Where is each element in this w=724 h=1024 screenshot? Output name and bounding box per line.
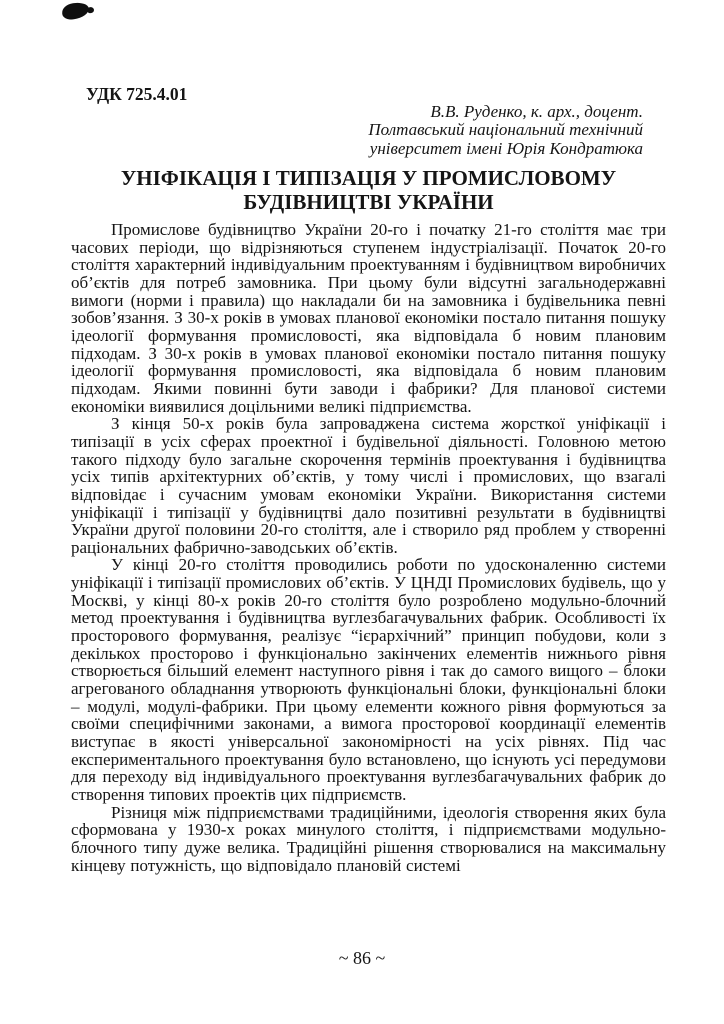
author-affiliation-line-1: Полтавський національний технічний: [368, 120, 643, 140]
author-block: [368, 103, 643, 158]
paragraph-4: Різниця між підприємствами традиційними, ідеологія створення яких була сформована у 1930-х роках минулого століття, і підприємствами модульно-блочного типу дуже велика. Традиційні рішення створювалися на максимальну кінцеву потужність, що відповідало плановій системі: [71, 802, 666, 875]
paragraph-3: У кінці 20-го століття проводились роботи по удосконаленню системи уніфікації і типізації промислових об’єктів. У ЦНДІ Промислових будівель, що у Москві, у кінці 80-х років 20-го століття було розроблено модульно-блочний метод проектування і будівництва вуглезбагачувальних фабрик. Особливості їх просторового формування, реалізує “ієрархічний” принцип побудови, коли з декількох просторово і функціонально закінчених елементів нижнього рівня створюється більший елемент наступного рівня і так до самого вищого – блоки агрегованого обладнання утворюють функціональні блоки, функціональні блоки – модулі, модулі-фабрики. При цьому елементи кожного рівня формуються за своїми специфічними законами, а вимога просторової координації елементів виступає в якості універсальної закономірності на усіх рівнях. Під час експериментального проектування було встановлено, що існують усі передумови для переходу від індивідуального проектування вуглезбагачувальних фабрик до створення типових проектів цих підприємств.: [71, 555, 666, 804]
page-number: ~ 86 ~: [338, 948, 386, 968]
udc-code: УДК 725.4.01: [86, 84, 188, 104]
author-name: В.В. Руденко, к. арх., доцент.: [430, 102, 643, 121]
article-title: УНІФІКАЦІЯ І ТИПІЗАЦІЯ У ПРОМИСЛОВОМУ БУДІВНИЦТВІ УКРАЇНИ: [120, 166, 617, 214]
paragraph-2: З кінця 50-х років була запроваджена система жорсткої уніфікації і типізації в усіх сферах проектної і будівельної діяльності. Головною метою такого підходу було загальне скорочення термінів проектування і будівництва усіх типів архітектурних об’єктів, у тому числі і промислових, що взагалі відповідає і сучасним умовам економіки України. Використання системи уніфікації і типізації у будівництві дало позитивні результати в будівництві України другої половини 20-го століття, але і створило ряд проблем у створенні раціональних фабрично-заводських об’єктів.: [71, 414, 666, 557]
article-body: [71, 221, 666, 874]
author-affiliation-line-2: університет імені Юрія Кондратюка: [369, 138, 643, 158]
paragraph-1: Промислове будівництво України 20-го і початку 21-го століття має три часових періоди, що відрізняються ступенем індустріалізації. Початок 20-го століття характерний індивідуальним проектуванням і будівництвом виробничих об’єктів для потреб замовника. При цьому були відсутні загальнодержавні вимоги (норми і правила) що накладали би на замовника і будівельника певні зобов’язання. З 30-х років в умовах планової економіки постало питання пошуку ідеології формування промисловості, яка відповідала б новим плановим підходам. З 30-х років в умовах планової економіки постало питання пошуку ідеології формування промисловості, яка відповідала б новим плановим підходам. Якими повинні бути заводи і фабрики? Для планової системи економіки виявилися доцільними великі підприємства.: [71, 220, 666, 416]
ink-blot-artifact: [61, 1, 90, 20]
